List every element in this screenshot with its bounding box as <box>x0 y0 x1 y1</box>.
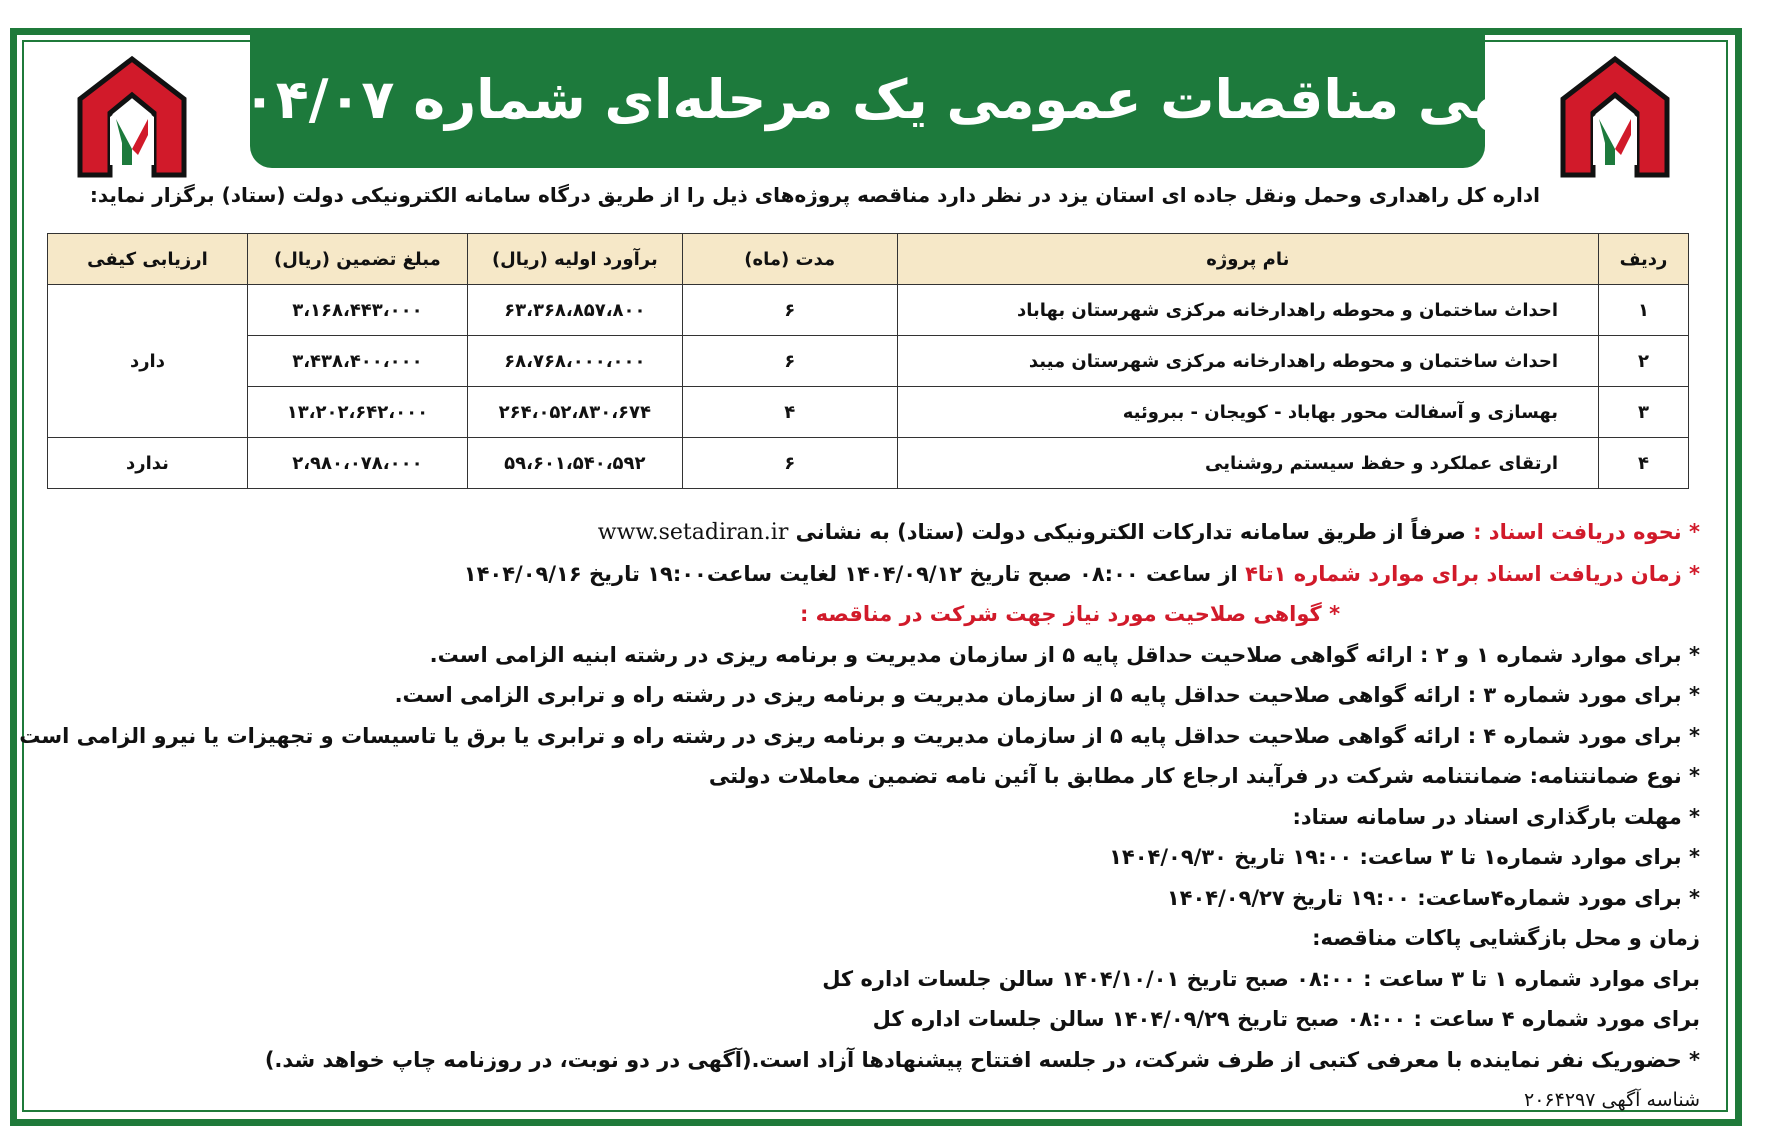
duration: ۶ <box>682 336 897 387</box>
col-header-estimate: برآورد اولیه (ریال) <box>467 234 682 285</box>
note-upload-items-1-3: * برای موارد شماره۱ تا ۳ ساعت: ۱۹:۰۰ تاریخ ۱۴۰۴/۰۹/۳۰ <box>1109 845 1700 869</box>
note-document-time <box>60 554 1700 595</box>
road-maintenance-logo-icon <box>72 55 192 185</box>
col-header-qualitative: ارزیابی کیفی <box>48 234 248 285</box>
duration: ۶ <box>682 438 897 489</box>
title-banner <box>176 30 1559 168</box>
table-header-row <box>48 234 1689 285</box>
estimate: ۵۹،۶۰۱،۵۴۰،۵۹۲ <box>467 438 682 489</box>
guarantee: ۳،۱۶۸،۴۴۳،۰۰۰ <box>247 285 467 336</box>
note-guarantee-type: * نوع ضمانتنامه: ضمانتنامه شرکت در فرآیند ارجاع کار مطابق با آئین نامه تضمین معاملات دولتی <box>708 764 1700 788</box>
note-document-retrieval <box>60 512 1700 554</box>
table-row <box>48 438 1689 489</box>
ad-id: شناسه آگهی ۲۰۶۴۲۹۷ <box>1524 1089 1700 1111</box>
note-item-4: * برای مورد شماره ۴ : ارائه گواهی صلاحیت حداقل پایه ۵ از سازمان مدیریت و برنامه ریزی در رشته راه و ترابری یا برق یا تاسیسات و تجهیزات یا نیرو الزامی است <box>19 723 1700 748</box>
note-certificate-heading: * گواهی صلاحیت مورد نیاز جهت شرکت در مناقصه : <box>799 602 1341 626</box>
col-header-row-number: ردیف <box>1599 234 1689 285</box>
note-label: * زمان دریافت اسناد برای موارد شماره ۱تا۴ <box>1245 561 1700 586</box>
estimate: ۲۶۴،۰۵۲،۸۳۰،۶۷۴ <box>467 387 682 438</box>
note-opening-items-1-3: برای موارد شماره ۱ تا ۳ ساعت : ۰۸:۰۰ صبح تاریخ ۱۴۰۴/۱۰/۰۱ سالن جلسات اداره کل <box>822 966 1700 991</box>
table-row <box>48 336 1689 387</box>
row-number: ۱ <box>1599 285 1689 336</box>
row-number: ۳ <box>1599 387 1689 438</box>
note-item-3: * برای مورد شماره ۳ : ارائه گواهی صلاحیت حداقل پایه ۵ از سازمان مدیریت و برنامه ریزی در رشته راه و ترابری الزامی است. <box>394 683 1700 707</box>
qualitative-evaluation: دارد <box>48 285 248 438</box>
col-header-duration: مدت (ماه) <box>682 234 897 285</box>
col-header-project-name: نام پروژه <box>897 234 1598 285</box>
note-opening-heading: زمان و محل بازگشایی پاکات مناقصه: <box>1312 926 1700 950</box>
note-upload-item-4: * برای مورد شماره۴ساعت: ۱۹:۰۰ تاریخ ۱۴۰۴/۰۹/۲۷ <box>1166 885 1700 910</box>
col-header-guarantee: مبلغ تضمین (ریال) <box>247 234 467 285</box>
note-attendance: * حضوریک نفر نماینده با معرفی کتبی از طرف شرکت، در جلسه افتتاح پیشنهادها آزاد است.(آگهی در دو نوبت، در روزنامه چاپ خواهد شد.) <box>264 1047 1700 1072</box>
notes-section <box>19 512 1700 1121</box>
row-number: ۲ <box>1599 336 1689 387</box>
guarantee: ۳،۴۳۸،۴۰۰،۰۰۰ <box>247 336 467 387</box>
project-name: احداث ساختمان و محوطه راهدارخانه مرکزی شهرستان بهاباد <box>897 285 1598 336</box>
note-upload-deadline: * مهلت بارگذاری اسناد در سامانه ستاد: <box>1292 804 1700 829</box>
qualitative-evaluation: ندارد <box>48 438 248 489</box>
note-opening-item-4: برای مورد شماره ۴ ساعت : ۰۸:۰۰ صبح تاریخ ۱۴۰۴/۰۹/۲۹ سالن جلسات اداره کل <box>872 1007 1700 1031</box>
note-text: صرفاً از طریق سامانه تدارکات الکترونیکی دولت (ستاد) به نشانی <box>788 520 1474 544</box>
guarantee: ۲،۹۸۰،۰۷۸،۰۰۰ <box>247 438 467 489</box>
note-text: از ساعت ۰۸:۰۰ صبح تاریخ ۱۴۰۴/۰۹/۱۲ لغایت ساعت۱۹:۰۰ تاریخ ۱۴۰۴/۰۹/۱۶ <box>463 561 1246 586</box>
project-name: بهسازی و آسفالت محور بهاباد - کویجان - ببروئیه <box>897 387 1598 438</box>
row-number: ۴ <box>1599 438 1689 489</box>
estimate: ۶۳،۳۶۸،۸۵۷،۸۰۰ <box>467 285 682 336</box>
page-title: آگهی مناقصات عمومی یک مرحله‌ای شماره ۱۴۰۴/۰۷ <box>176 67 1559 131</box>
intro-text: اداره کل راهداری وحمل ونقل جاده ای استان یزد در نظر دارد مناقصه پروژه‌های ذیل را از طریق درگاه سامانه الکترونیکی دولت (ستاد) برگزار نماید: <box>89 183 1540 207</box>
project-name: ارتقای عملکرد و حفظ سیستم روشنایی <box>897 438 1598 489</box>
table-row <box>48 285 1689 336</box>
note-label: * نحوه دریافت اسناد : <box>1473 520 1700 544</box>
duration: ۶ <box>682 285 897 336</box>
duration: ۴ <box>682 387 897 438</box>
road-maintenance-logo-icon <box>1555 55 1675 185</box>
website-link[interactable]: www.setadiran.ir <box>597 520 789 545</box>
project-name: احداث ساختمان و محوطه راهدارخانه مرکزی شهرستان میبد <box>897 336 1598 387</box>
projects-table <box>47 233 1689 489</box>
estimate: ۶۸،۷۶۸،۰۰۰،۰۰۰ <box>467 336 682 387</box>
note-items-1-2: * برای موارد شماره ۱ و ۲ : ارائه گواهی صلاحیت حداقل پایه ۵ از سازمان مدیریت و برنامه ریزی در رشته ابنیه الزامی است. <box>429 642 1700 667</box>
guarantee: ۱۳،۲۰۲،۶۴۲،۰۰۰ <box>247 387 467 438</box>
table-row <box>48 387 1689 438</box>
